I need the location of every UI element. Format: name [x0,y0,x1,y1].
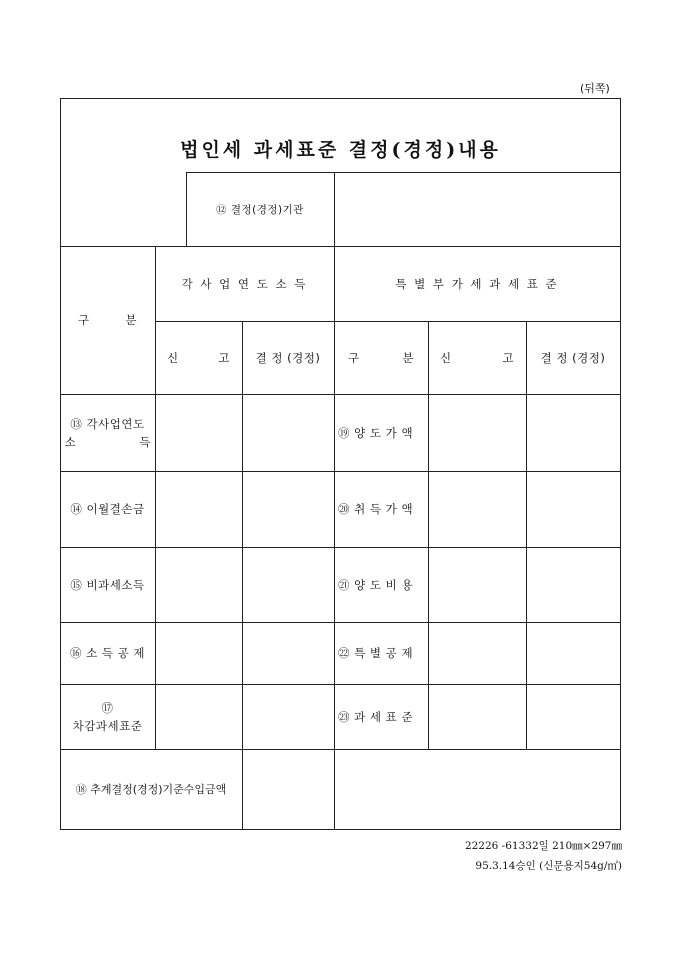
row-number: ㉑ [338,577,350,592]
left-row-label [60,684,155,749]
row-number: ⑰ [101,700,114,715]
footer-form-number: 22226 -61332일 210㎜×297㎜ [464,840,622,852]
col-report2-a: 신 [440,350,452,365]
frame-bottom [60,829,621,830]
row-label: 각사업연도 [86,416,145,431]
row-number: ⑮ [70,577,83,592]
row-number: ⑱ [75,783,87,796]
row-number: ⑳ [338,502,350,516]
row-number: ㉒ [338,646,350,660]
group-income-header: 각 사 업 연 도 소 득 [181,276,308,291]
col-report-b: 고 [218,350,230,365]
right-row-label [334,547,432,622]
bottom-row-label [60,749,242,829]
row-number: ⑭ [70,502,83,516]
section-label-b: 분 [125,313,137,327]
col-section-a: 구 [348,350,360,365]
authority-value-field[interactable] [335,173,620,245]
right-row-label [334,471,432,547]
col-report2-b: 고 [502,350,514,365]
row-label: 비과세소득 [86,577,145,592]
row-label: 취 득 가 액 [354,502,414,516]
col-section-header [334,321,428,394]
row-label-continued: 소 득 [64,434,181,449]
group-special-header: 특 별 부 가 세 과 세 표 준 [395,276,559,291]
section-header [60,246,155,394]
col-report2-header [428,321,526,394]
col-section-b: 분 [402,350,414,365]
bottom-row-value-field[interactable] [243,750,620,828]
frame-right [620,98,621,830]
section-label-a: 구 [78,313,90,327]
row-number: ⑯ [69,646,82,660]
row-number: ⑲ [338,425,350,440]
row-label: 특 별 공 제 [354,646,414,660]
left-row-label [60,622,155,684]
row-label: 추계결정(경정)기준수입금액 [90,783,227,796]
page-side-label: (뒤쪽) [580,82,610,95]
row-label: 소 득 공 제 [86,646,146,660]
footer-approval: 95.3.14승인 (신문용지54g/㎡) [475,860,622,872]
right-row-label [334,684,432,749]
right-row-label [334,622,432,684]
row-number: ㉓ [338,709,350,724]
col-decision2-header: 결 정 (경정) [540,350,606,365]
right-row-label [334,394,432,471]
left-row-label [60,471,155,547]
col-decision-header: 결 정 (경정) [255,350,321,365]
col-report-a: 신 [167,350,179,365]
frame-top [60,98,621,99]
row-number: ⑬ [70,416,83,431]
col-report-header [155,321,242,394]
authority-label: ⑫ 결정(경정)기관 [216,203,304,216]
form-title: 법인세 과세표준 결정(경정)내용 [180,138,501,161]
row-label: 차감과세표준 [72,718,143,733]
row-label: 과 세 표 준 [354,709,414,724]
left-row-label [60,547,155,622]
left-row-label [60,394,181,471]
row-label: 양 도 비 용 [354,577,414,592]
row-label: 양 도 가 액 [354,425,414,440]
row-label: 이월결손금 [86,502,145,516]
